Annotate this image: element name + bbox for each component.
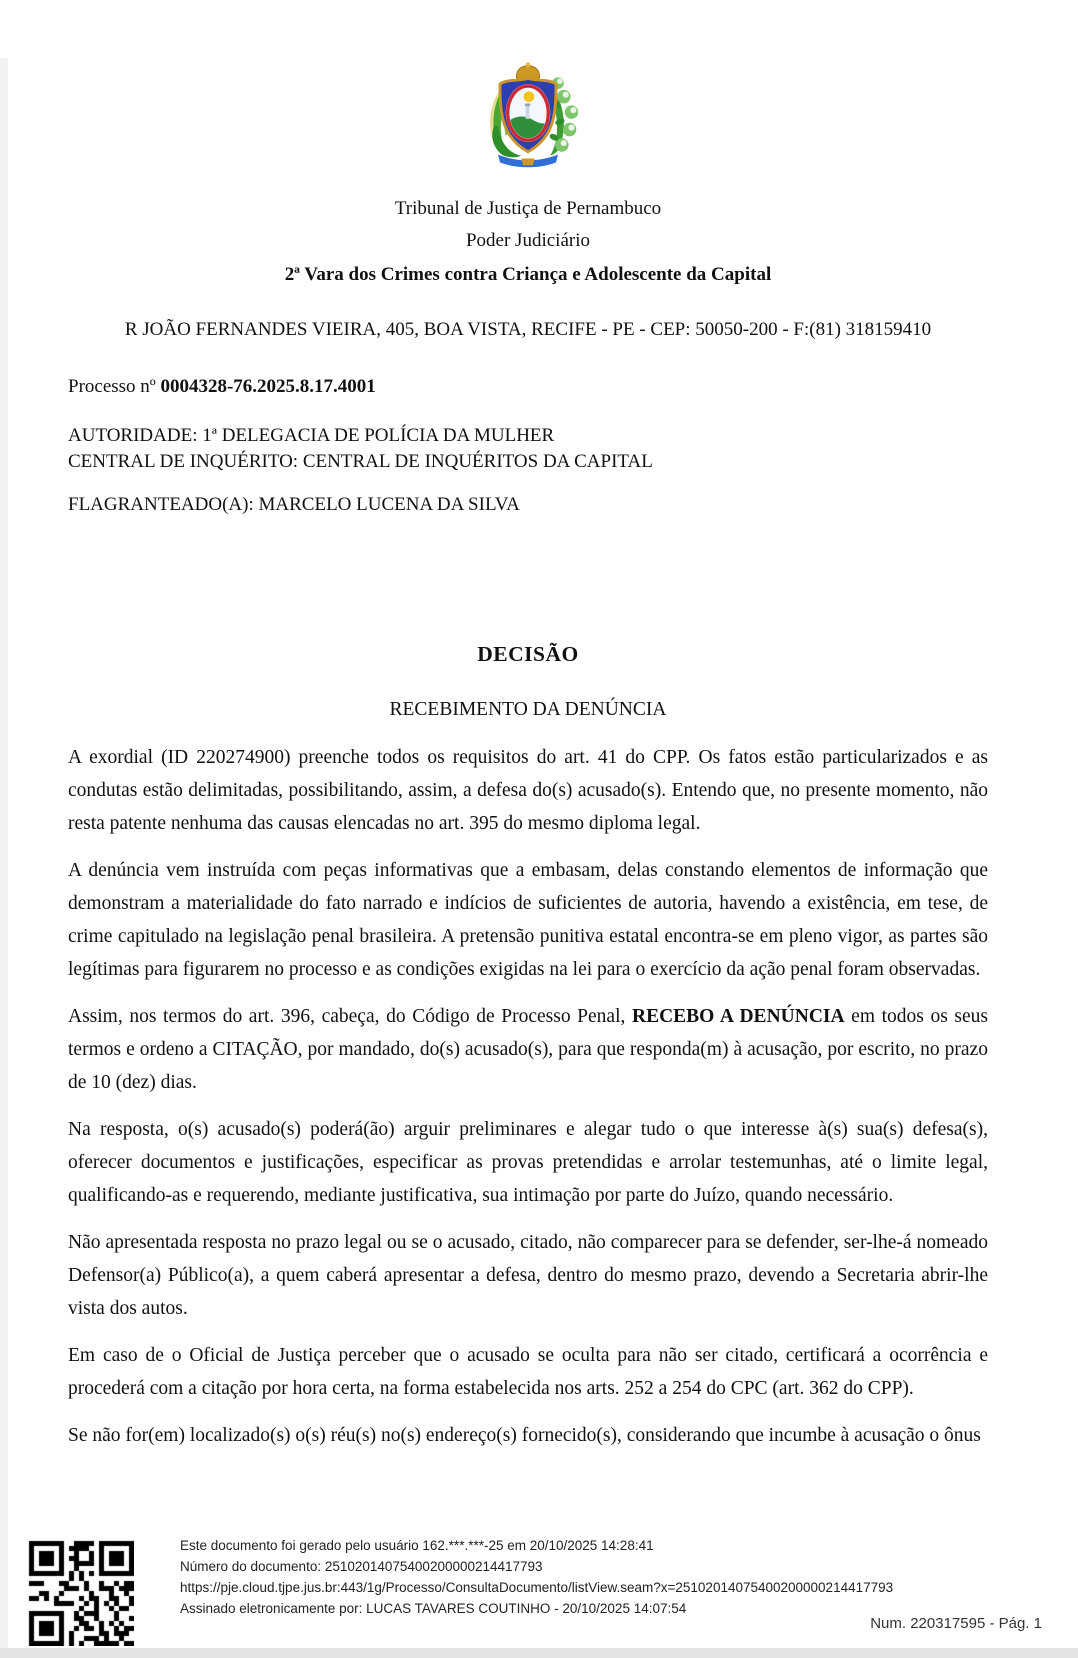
- paragraph: [68, 1339, 988, 1405]
- paragraph: [68, 741, 988, 840]
- decision-subtitle: RECEBIMENTO DA DENÚNCIA: [389, 699, 667, 720]
- decision-body: [68, 741, 988, 1452]
- paragraph: [68, 1226, 988, 1325]
- paragraph-text: A exordial (ID 220274900) preenche todos os requisitos do art. 41 do CPP. Os fatos estão particularizados e as condutas estão delimitadas, possibilitando, assim, a defesa do(s) acusado(s). Entendo que, no presente momento, não resta patente nenhuma das causas elencadas no art. 395 do mesmo diploma legal.: [68, 747, 988, 834]
- paragraph-text: em todos os seus termos e ordeno a CITAÇÃO, por mandado, do(s) acusado(s), para que responda(m) à acusação, por escrito, no prazo de 10 (dez) dias.: [68, 1006, 989, 1093]
- paragraph-text: Assim, nos termos do art. 396, cabeça, do Código de Processo Penal,: [68, 1006, 632, 1027]
- footer-generated-line: Este documento foi gerado pelo usuário 162.***.***-25 em 20/10/2025 14:28:41: [180, 1538, 654, 1553]
- defendant-line: FLAGRANTEADO(A): MARCELO LUCENA DA SILVA: [68, 494, 520, 515]
- footer-validation-url: https://pje.cloud.tjpe.jus.br:443/1g/Processo/ConsultaDocumento/listView.seam?x=25102014075400200000214417793: [180, 1580, 894, 1595]
- decision-title: DECISÃO: [477, 642, 579, 666]
- document-content: [68, 58, 988, 1452]
- authority-line: AUTORIDADE: 1ª DELEGACIA DE POLÍCIA DA MULHER: [68, 425, 555, 446]
- page-number-ref: Num. 220317595 - Pág. 1: [870, 1615, 1042, 1632]
- authority-block: [68, 423, 988, 475]
- footer-doc-number-line: Número do documento: 25102014075400200000214417793: [180, 1559, 543, 1574]
- qr-code: [28, 1540, 134, 1646]
- footer-signature-line: Assinado eletronicamente por: LUCAS TAVARES COUTINHO - 20/10/2025 14:07:54: [180, 1601, 687, 1616]
- process-number: 0004328-76.2025.8.17.4001: [160, 376, 376, 397]
- inquiry-center-line: CENTRAL DE INQUÉRITO: CENTRAL DE INQUÉRITOS DA CAPITAL: [68, 451, 653, 472]
- page-edge-left: [0, 58, 8, 1658]
- paragraph: [68, 1113, 988, 1212]
- paragraph-text: Em caso de o Oficial de Justiça perceber que o acusado se oculta para não ser citado, certificará a ocorrência e procederá com a citação por hora certa, na forma estabelecida nos arts. 252 a 254 do CPC (art. 362 do CPP).: [68, 1345, 988, 1399]
- paragraph: [68, 854, 988, 986]
- paragraph-text: Na resposta, o(s) acusado(s) poderá(ão) arguir preliminares e alegar tudo o que interesse à(s) sua(s) defesa(s), oferecer documentos e justificações, especificar as provas pretendidas e arrolar testemunhas, até o limite legal, qualificando-as e requerendo, mediante justificativa, sua intimação por parte do Juízo, quando necessário.: [68, 1119, 988, 1206]
- pernambuco-coat-of-arms-icon: [465, 58, 591, 174]
- document-page: [0, 58, 1078, 1658]
- paragraph: [68, 1419, 988, 1452]
- paragraph: [68, 1000, 988, 1099]
- header-institution: Tribunal de Justiça de Pernambuco: [394, 198, 662, 219]
- paragraph-text: Não apresentada resposta no prazo legal ou se o acusado, citado, não comparecer para se defender, ser-lhe-á nomeado Defensor(a) Público(a), a quem caberá apresentar a defesa, dentro do mesmo prazo, devendo a Secretaria abrir-lhe vista dos autos.: [68, 1232, 988, 1319]
- header-court-name: 2ª Vara dos Crimes contra Criança e Adolescente da Capital: [284, 264, 772, 285]
- process-number-line: [68, 376, 988, 398]
- page-edge-bottom: [0, 1648, 1078, 1658]
- process-label: Processo nº: [68, 376, 161, 397]
- paragraph-text: A denúncia vem instruída com peças informativas que a embasam, delas constando elementos de informação que demonstram a materialidade do fato narrado e indícios de suficientes de autoria, havendo a existência, em tese, de crime capitulado na legislação penal brasileira. A pretensão punitiva estatal encontra-se em pleno vigor, as partes são legítimas para figurarem no processo e as condições exigidas na lei para o exercício da ação penal foram observadas.: [68, 860, 988, 980]
- paragraph-text: Se não for(em) localizado(s) o(s) réu(s) no(s) endereço(s) fornecido(s), considerando que incumbe à acusação o ônus: [68, 1425, 981, 1446]
- header-address: R JOÃO FERNANDES VIEIRA, 405, BOA VISTA, RECIFE - PE - CEP: 50050-200 - F:(81) 318159410: [124, 319, 932, 340]
- document-footer: [0, 1523, 1078, 1648]
- footer-metadata: [180, 1535, 893, 1619]
- header-branch: Poder Judiciário: [465, 230, 590, 251]
- paragraph-bold-text: RECEBO A DENÚNCIA: [631, 1006, 845, 1027]
